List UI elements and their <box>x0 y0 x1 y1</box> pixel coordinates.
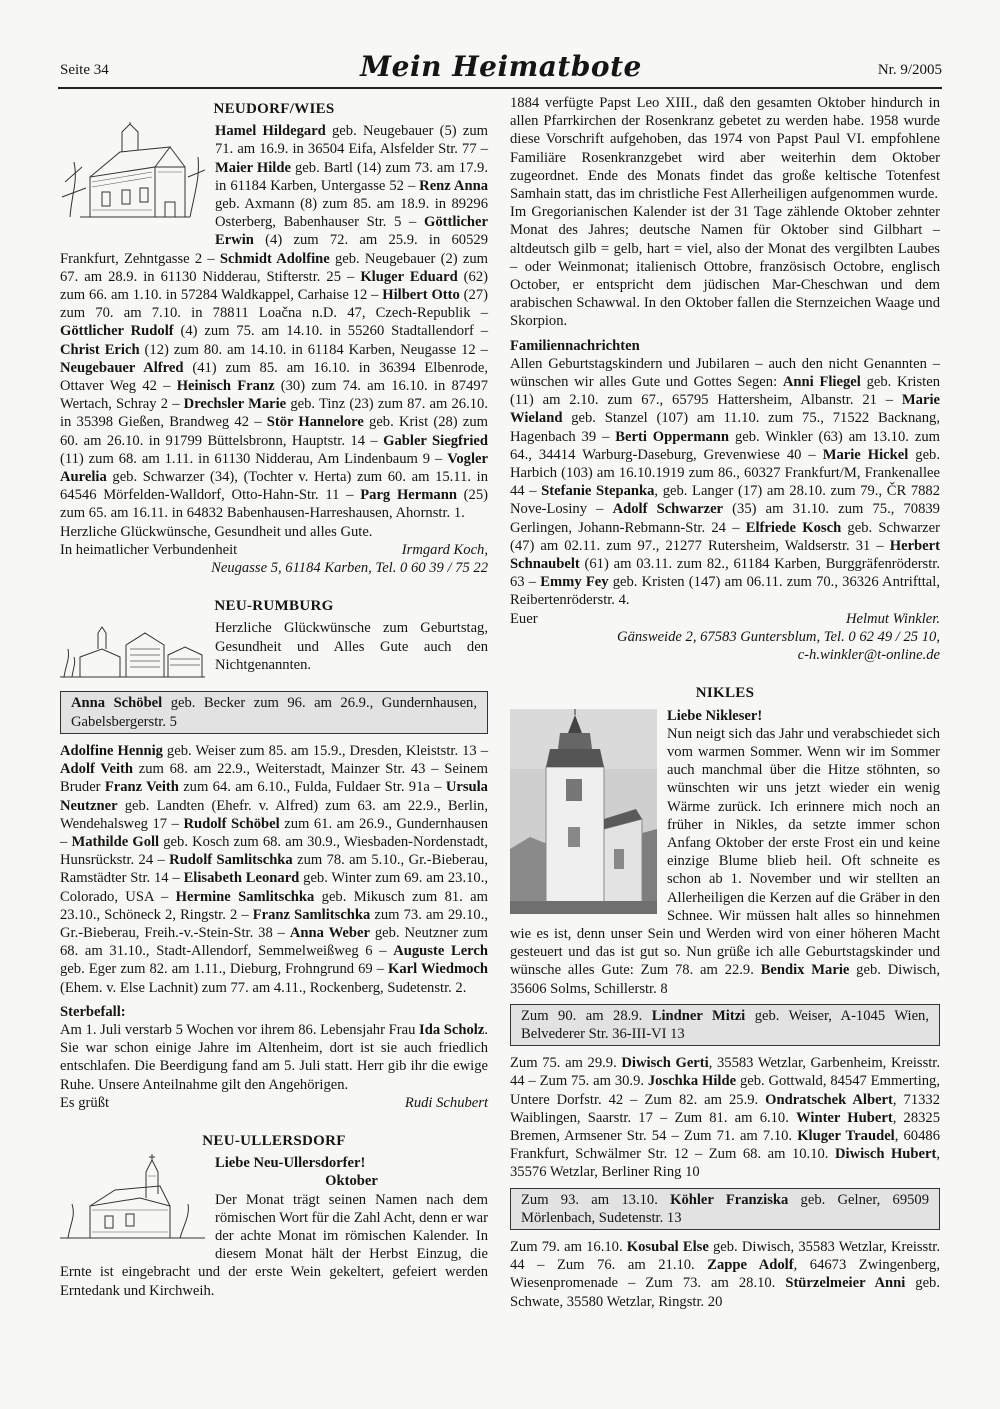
neurumburg-signer: Rudi Schubert <box>404 1094 488 1111</box>
neudorf-signature-row <box>60 541 488 559</box>
neudorf-address: Neugasse 5, 61184 Karben, Tel. 0 60 39 / 75 22 <box>211 560 488 577</box>
neurumburg-highlight-box <box>60 691 488 733</box>
calendar-paragraph: Im Gregorianischen Kalender ist der 31 Tage zählende Oktober zehnter Monat des Jahres; deutsche Namen für Oktober sind Gilbhart – altdeutsch gilb = gelb, hart = viel, also der Monat des vergilbten Laubes – oder Weinmonat; italienisch Ottobre, französisch Octobre, englisch October, er entspricht dem jüdischen Mar-Cheschwan und dem arabischen Schawwal. In den Oktober fallen die Sternzeichen Waage und Skorpion. <box>510 204 940 330</box>
masthead-logo: Mein Heimatbote <box>360 50 642 83</box>
family-signature-row <box>510 610 940 628</box>
nikles-highlight-box-1 <box>510 1004 940 1046</box>
family-email: c-h.winkler@t-online.de <box>797 647 940 664</box>
chapel-sketch-icon <box>60 1154 205 1242</box>
nikles-birthdays-end: Zum 79. am 16.10. Kosubal Else geb. Diwisch, 35583 Wetzlar, Kreisstr. 44 – Zum 76. am 21.10. Zappe Adolf, 64673 Zwingenberg, Wiesenpromenade – Zum 73. am 28.10. Stürzelmeier Anni geb. Schwate, 35580 Wetzlar, Ringstr. 20 <box>510 1238 940 1310</box>
left-column <box>60 94 488 1300</box>
issue-number: Nr. 9/2005 <box>877 62 942 78</box>
neurumburg-birthdays: Adolfine Hennig geb. Weiser zum 85. am 15.9., Dresden, Kleiststr. 13 – Adolf Veith zum 68. am 22.9., Weiterstadt, Mainzer Str. 43 – Seinem Bruder Franz Veith zum 64. am 6.10., Fulda, Fuldaer Str. 91a – Ursula Neutzner geb. Landten (Ehefr. v. Alfred) zum 63. am 22.9., Berlin, Wendehalsweg 17 – Rudolf Schöbel zum 61. am 26.9., Gundernhausen – Mathilde Goll geb. Kosch zum 68. am 30.9., Wiesbaden-Nordenstadt, Hunsrückstr. 24 – Rudolf Samlitschka zum 78. am 5.10., Gr.-Bieberau, Ramstädter Str. 14 – Elisabeth Leonard geb. Winter zum 69. am 23.10., Colorado, USA – Hermine Samlitschka geb. Mikusch zum 81. am 23.10., Schöneck 2, Ringstr. 2 – Franz Samlitschka zum 73. am 29.10., Gr.-Bieberau, Freih.-v.-Stein-Str. 38 – Anna Weber geb. Neutzner zum 68. am 31.10., Stadt-Allendorf, Semmelweißweg 6 – Auguste Lerch geb. Eger zum 82. am 1.11., Dieburg, Frohngrund 69 – Karl Wiedmoch (Ehem. v. Else Lachnit) zum 77. am 4.11., Rockenberg, Sudetenstr. 2. <box>60 742 489 996</box>
neuullersdorf-text: Der Monat trägt seinen Namen nach dem römischen Wort für die Zahl Acht, denn er war der achte Monat im römischen Kalender. In diesem Monat hält der Herbst Einzug, die Ernte ist eingebracht und der erste Wein gekeltert, gefeiert werden Erntedank und Kirchweih. <box>60 1191 488 1299</box>
neudorf-closing: In heimatlicher Verbundenheit <box>60 541 238 558</box>
section-title-neuullersdorf: NEU-ULLERSDORF <box>202 1132 346 1149</box>
nikles-church-photo <box>510 709 657 914</box>
church-tower-icon <box>510 709 657 914</box>
family-address: Gänsweide 2, 67583 Guntersblum, Tel. 0 62 49 / 25 10, <box>617 628 940 645</box>
rosary-paragraph: 1884 verfügte Papst Leo XIII., daß den gesamten Oktober hindurch in allen Pfarrkirchen der Rosenkranz gebetet zu werden habe. 1958 wurde diese Vorschrift aufgehoben, das 1974 von Papst Paul VI. empfohlene Familiäre Rosenkranzgebet wird aber weiterhin dem Oktober zugeordnet. Ende des Monats findet das große keltische Totenfest Samhain statt, das im christliche Fest Allerheiligen aufgenommen wurde. <box>510 95 940 203</box>
neurumburg-closing: Es grüßt <box>60 1094 110 1111</box>
nikles-highlight-text-2: Zum 93. am 13.10. Köhler Franziska geb. Gelner, 69509 Mörlenbach, Sudetenstr. 13 <box>521 1191 930 1226</box>
page-header <box>60 50 942 84</box>
nikles-greeting: Liebe Nikleser! <box>667 707 763 724</box>
nikles-birthdays: Zum 75. am 29.9. Diwisch Gerti, 35583 Wetzlar, Garbenheim, Kreisstr. 44 – Zum 75. am 30.9. Joschka Hilde geb. Gottwald, 84547 Emmerting, Untere Dorfstr. 42 – Zum 82. am 25.9. Ondratschek Albert, 71332 Waiblingen, Saarstr. 17 – Zum 81. am 6.10. Winter Hubert, 28325 Bremen, Armsener Str. 54 – Zum 71. am 7.10. Kluger Traudel, 60486 Frankfurt, Schwälmer Str. 12 – Zum 68. am 10.10. Diwisch Hubert, 35576 Wetzlar, Berliner Ring 10 <box>510 1055 941 1181</box>
header-divider <box>58 87 942 89</box>
family-news-text: Allen Geburtstagskindern und Jubilaren – auch den nicht Genannten – wünschen wir alles Gute und Gottes Segen: Anni Fliegel geb. Kristen (11) am 2.10. zum 67., 65795 Hattersheim, Albanstr. 21 – Marie Wieland geb. Stanzel (107) am 11.10. zum 75., 71522 Backnang, Hagenbach 39 – Berti Oppermann geb. Winkler (63) am 13.10. zum 64., 34414 Warburg-Daseburg, Grevenwiese 40 – Marie Hickel geb. Harbich (103) am 16.10.1919 zum 86., 60327 Frankfurt/M, Frankenallee 44 – Stefanie Stepanka, geb. Langer (17) am 28.10. zum 79., ČR 7882 Nove-Losiny – Adolf Schwarzer (35) am 31.10. zum 75., 70839 Gerlingen, Johann-Rebmann-Str. 24 – Elfriede Kosch geb. Schwarzer (47) am 02.11. zum 97., 21277 Rutersheim, Waldserstr. 31 – Herbert Schnaubelt (61) am 03.11. zum 82., 61184 Karben, Burggräfenröderstr. 63 – Emmy Fey geb. Kristen (147) am 06.11. zum 70., 36326 Antrifttal, Reibertenröderstr. 4. <box>510 355 941 609</box>
nikles-highlight-text-1: Zum 90. am 28.9. Lindner Mitzi geb. Weiser, A-1045 Wien, Belvederer Str. 36-III-VI 13 <box>521 1007 929 1042</box>
church-sketch-icon <box>60 122 205 232</box>
neuullersdorf-month: Oktober <box>325 1173 378 1190</box>
family-closing: Euer <box>510 610 538 627</box>
neuullersdorf-greeting: Liebe Neu-Ullersdorfer! <box>215 1155 366 1172</box>
section-title-nikles: NIKLES <box>695 685 755 702</box>
section-title-neudorf: NEUDORF/WIES <box>213 101 335 117</box>
neurumburg-signature-row <box>60 1094 488 1112</box>
nikles-text: Nun neigt sich das Jahr und verabschiedet sich vom warmen Sommer. Wenn wir im Sommer auch manchmal über die Hitze stöhnten, so wünschten wir uns jetzt wieder ein wenig Wärme zurück. Ich erinnere mich noch an früher in Nikles, da setzte immer schon Anfang Oktober der erste Frost ein und keine einzige Blume blieb heil. Oft schneite es schon ab 1. November und wir stellten an Allerheiligen die Kerzen auf die Gräber in den Schnee. Wir müssen halt alles so hinnehmen wie es ist, denn unser Sein und Werden wird von einer höheren Macht gesteuert und das ist gut so. Nun grüße ich alle Geburtstagskinder und wünsche alles Gute: Zum 78. am 22.9. Bendix Marie geb. Diwisch, 35606 Solms, Schillerstr. 8 <box>510 725 940 997</box>
neudorf-birthdays: Hamel Hildegard geb. Neugebauer (5) zum 71. am 16.9. in 36504 Eifa, Alsfelder Str. 77 – Maier Hilde geb. Bartl (14) zum 73. am 17.9. in 61184 Karben, Untergasse 52 – Renz Anna geb. Axmann (8) zum 85. am 18.9. in 89296 Osterberg, Babenhauser Str. 5 – Göttlicher Erwin (4) zum 72. am 25.9. in 60529 Frankfurt, Zehntgasse 2 – Schmidt Adolfine geb. Neugebauer (2) zum 67. am 28.9. in 61130 Nidderau, Stifterstr. 25 – Kluger Eduard (62) zum 66. am 1.10. in 57284 Waldkappel, Carhaise 12 – Hilbert Otto (27) zum 70. am 7.10. in 78811 Loačna n.D. 47, Czech-Republik – Göttlicher Rudolf (4) zum 75. am 14.10. in 55260 Stadtallendorf – Christ Erich (12) zum 80. am 14.10. in 61184 Karben, Neugasse 12 – Neugebauer Alfred (41) zum 85. am 16.10. in 36394 Elbenrode, Ottaver Weg 42 – Heinisch Franz (30) zum 74. am 16.10. in 87497 Wertach, Schray 2 – Drechsler Marie geb. Tinz (23) zum 87. am 26.10. in 35398 Gießen, Brandweg 42 – Stör Hannelore geb. Krist (28) zum 60. am 26.10. in 91799 Büttelsbronn, Hauptstr. 14 – Gabler Siegfried (11) zum 68. am 1.11. in 61130 Nidderau, Am Lindenbaum 9 – Vogler Aurelia geb. Schwarzer (34), (Tochter v. Herta) zum 60. am 15.11. in 64546 Mörfelden-Walldorf, Otto-Hahn-Str. 11 – Parg Hermann (25) zum 65. am 16.11. in 64832 Babenhausen-Harreshausen, Ahornstr. 1. <box>60 123 489 522</box>
family-signer: Helmut Winkler. <box>845 610 940 627</box>
neurumburg-intro: Herzliche Glückwünsche zum Geburtstag, Gesundheit und Alles Gute auch den Nichtgenannten. <box>215 620 488 673</box>
family-news-heading: Familiennachrichten <box>510 337 640 354</box>
nikles-highlight-box-2 <box>510 1188 940 1230</box>
section-title-neurumburg: NEU-RUMBURG <box>214 598 334 615</box>
neurumburg-highlight-text: Anna Schöbel geb. Becker zum 96. am 26.9., Gundernhausen, Gabelsbergerstr. 5 <box>71 695 477 730</box>
right-column <box>510 94 940 1311</box>
obituary-text: Am 1. Juli verstarb 5 Wochen vor ihrem 86. Lebensjahr Frau Ida Scholz. Sie war schon einige Jahre im Altenheim, dort ist sie auch friedlich entschlafen. Die Beerdigung fand am 5. Juli statt. Herr gib ihr die ewige Ruhe. Unsere Anteilnahme gilt den Angehörigen. <box>60 1021 489 1093</box>
neudorf-greeting: Herzliche Glückwünsche, Gesundheit und alles Gute. <box>60 523 373 540</box>
neudorf-signer: Irmgard Koch, <box>401 541 488 558</box>
village-sketch-icon <box>60 619 205 681</box>
obituary-heading: Sterbefall: <box>60 1003 126 1020</box>
page-number: Seite 34 <box>60 62 109 78</box>
